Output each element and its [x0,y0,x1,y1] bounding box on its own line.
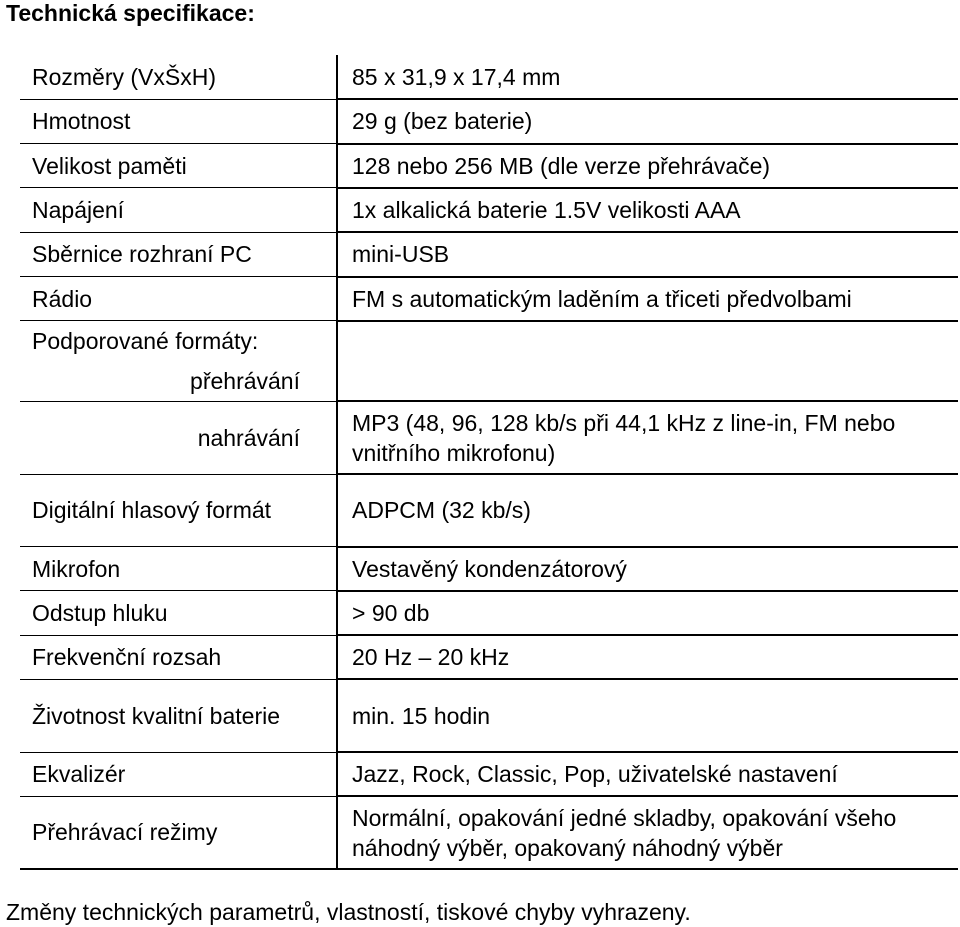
spec-row-noise-ratio [20,591,958,635]
spec-value: 1x alkalická baterie 1.5V velikosti AAA [337,188,958,232]
spec-label: Digitální hlasový formát [20,474,337,547]
spec-value: MP3 (48, 96, 128 kb/s při 44,1 kHz z line-in, FM nebo vnitřního mikrofonu) [337,401,958,474]
spec-label: Hmotnost [20,99,337,143]
spec-value: ADPCM (32 kb/s) [337,474,958,547]
spec-row-equalizer [20,752,958,796]
spec-row-radio [20,277,958,321]
spec-value: Normální, opakování jedné skladby, opakování všeho náhodný výběr, opakovaný náhodný výběr [337,796,958,869]
spec-value: 20 Hz – 20 kHz [337,635,958,679]
spec-value: 85 x 31,9 x 17,4 mm [337,55,958,99]
spec-row-playback-modes [20,796,958,869]
spec-value: Vestavěný kondenzátorový [337,547,958,591]
spec-label: Ekvalizér [20,752,337,796]
spec-label: Velikost paměti [20,144,337,188]
spec-table [20,55,958,870]
spec-label: Podporované formáty: [32,328,259,355]
spec-label: Frekvenční rozsah [20,635,337,679]
spec-value: 128 nebo 256 MB (dle verze přehrávače) [337,144,958,188]
spec-label: nahrávání [20,401,337,474]
spec-label: Přehrávací režimy [20,796,337,869]
spec-value: FM s automatickým laděním a třiceti předvolbami [337,277,958,321]
spec-value: Jazz, Rock, Classic, Pop, uživatelské nastavení [337,752,958,796]
spec-label: Mikrofon [20,547,337,591]
spec-value: > 90 db [337,591,958,635]
spec-row-memory [20,144,958,188]
spec-label: Rádio [20,277,337,321]
spec-row-dimensions [20,55,958,99]
spec-row-pc-interface [20,232,958,276]
spec-row-battery-life [20,679,958,752]
spec-row-weight [20,99,958,143]
spec-label: Rozměry (VxŠxH) [20,55,337,99]
spec-row-power [20,188,958,232]
spec-label: Životnost kvalitní baterie [20,679,337,752]
spec-value: 29 g (bez baterie) [337,99,958,143]
spec-row-formats-heading [20,321,958,361]
spec-label: Odstup hluku [20,591,337,635]
spec-row-frequency-range [20,635,958,679]
spec-row-microphone [20,547,958,591]
spec-value: min. 15 hodin [337,679,958,752]
spec-value: mini-USB [337,232,958,276]
spec-value [337,321,958,402]
page-title: Technická specifikace: [6,0,255,26]
spec-row-recording [20,401,958,474]
spec-label: přehrávání [20,361,337,401]
spec-label: Sběrnice rozhraní PC [20,232,337,276]
footer-note: Změny technických parametrů, vlastností, tiskové chyby vyhrazeny. [6,899,691,925]
spec-label: Napájení [20,188,337,232]
spec-row-voice-format [20,474,958,547]
